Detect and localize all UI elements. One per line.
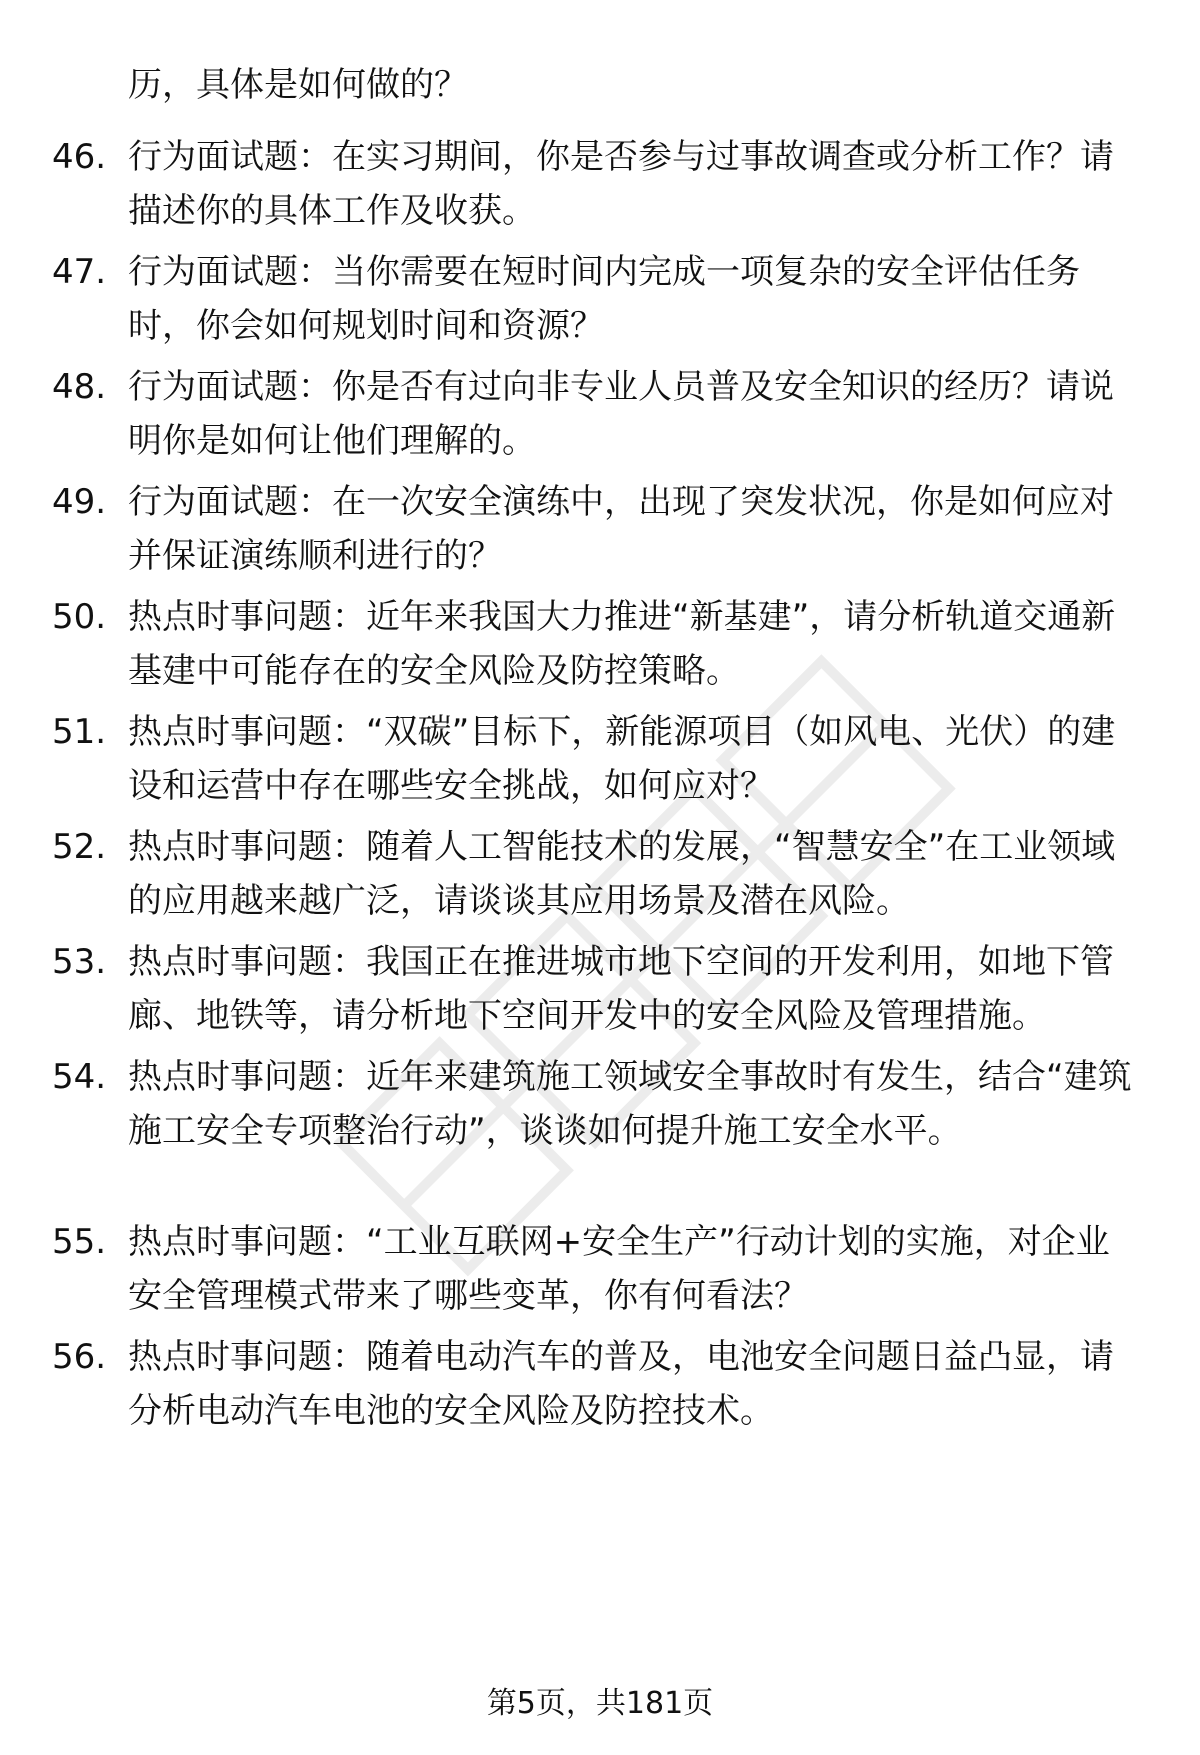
question-number: 50.	[52, 597, 107, 637]
question-item	[52, 360, 1152, 468]
question-number: 53.	[52, 942, 107, 982]
question-text: 热点时事问题：“工业互联网+安全生产”行动计划的实施，对企业安全管理模式带来了哪些变革，你有何看法？	[128, 1222, 1110, 1316]
question-text: 行为面试题：在一次安全演练中，出现了突发状况，你是如何应对并保证演练顺利进行的？	[128, 482, 1114, 576]
question-item	[52, 590, 1152, 698]
question-number: 56.	[52, 1337, 107, 1377]
question-text: 行为面试题：当你需要在短时间内完成一项复杂的安全评估任务时，你会如何规划时间和资源？	[128, 252, 1080, 346]
question-text: 热点时事问题：我国正在推进城市地下空间的开发利用，如地下管廊、地铁等，请分析地下空间开发中的安全风险及管理措施。	[128, 942, 1114, 1036]
question-number: 52.	[52, 827, 107, 867]
question-item	[52, 705, 1152, 813]
question-number: 47.	[52, 252, 107, 292]
question-item	[52, 130, 1152, 238]
question-number: 54.	[52, 1057, 107, 1097]
question-text: 行为面试题：在实习期间，你是否参与过事故调查或分析工作？请描述你的具体工作及收获。	[128, 137, 1114, 231]
question-number: 48.	[52, 367, 107, 407]
question-number: 55.	[52, 1222, 107, 1262]
question-number: 46.	[52, 137, 107, 177]
page-footer: 第5页，共181页	[486, 1686, 714, 1721]
question-item	[52, 245, 1152, 353]
question-number: 51.	[52, 712, 107, 752]
question-text: 热点时事问题：近年来建筑施工领域安全事故时有发生，结合“建筑施工安全专项整治行动”，谈谈如何提升施工安全水平。	[128, 1057, 1132, 1151]
question-item	[52, 1330, 1152, 1438]
question-text: 热点时事问题：随着人工智能技术的发展，“智慧安全”在工业领域的应用越来越广泛，请谈谈其应用场景及潜在风险。	[128, 827, 1116, 921]
question-text: 行为面试题：你是否有过向非专业人员普及安全知识的经历？请说明你是如何让他们理解的。	[128, 367, 1114, 461]
question-item	[52, 820, 1152, 928]
question-text: 热点时事问题：随着电动汽车的普及，电池安全问题日益凸显，请分析电动汽车电池的安全风险及防控技术。	[128, 1337, 1114, 1431]
question-item	[52, 935, 1152, 1043]
question-item	[52, 1050, 1152, 1158]
question-text: 热点时事问题：近年来我国大力推进“新基建”，请分析轨道交通新基建中可能存在的安全风险及防控策略。	[128, 597, 1116, 691]
previous-question-continuation: 历，具体是如何做的？	[128, 65, 468, 105]
question-item	[52, 1215, 1152, 1323]
question-text: 热点时事问题：“双碳”目标下，新能源项目（如风电、光伏）的建设和运营中存在哪些安全挑战，如何应对？	[128, 712, 1116, 806]
question-item	[52, 475, 1152, 583]
question-number: 49.	[52, 482, 107, 522]
